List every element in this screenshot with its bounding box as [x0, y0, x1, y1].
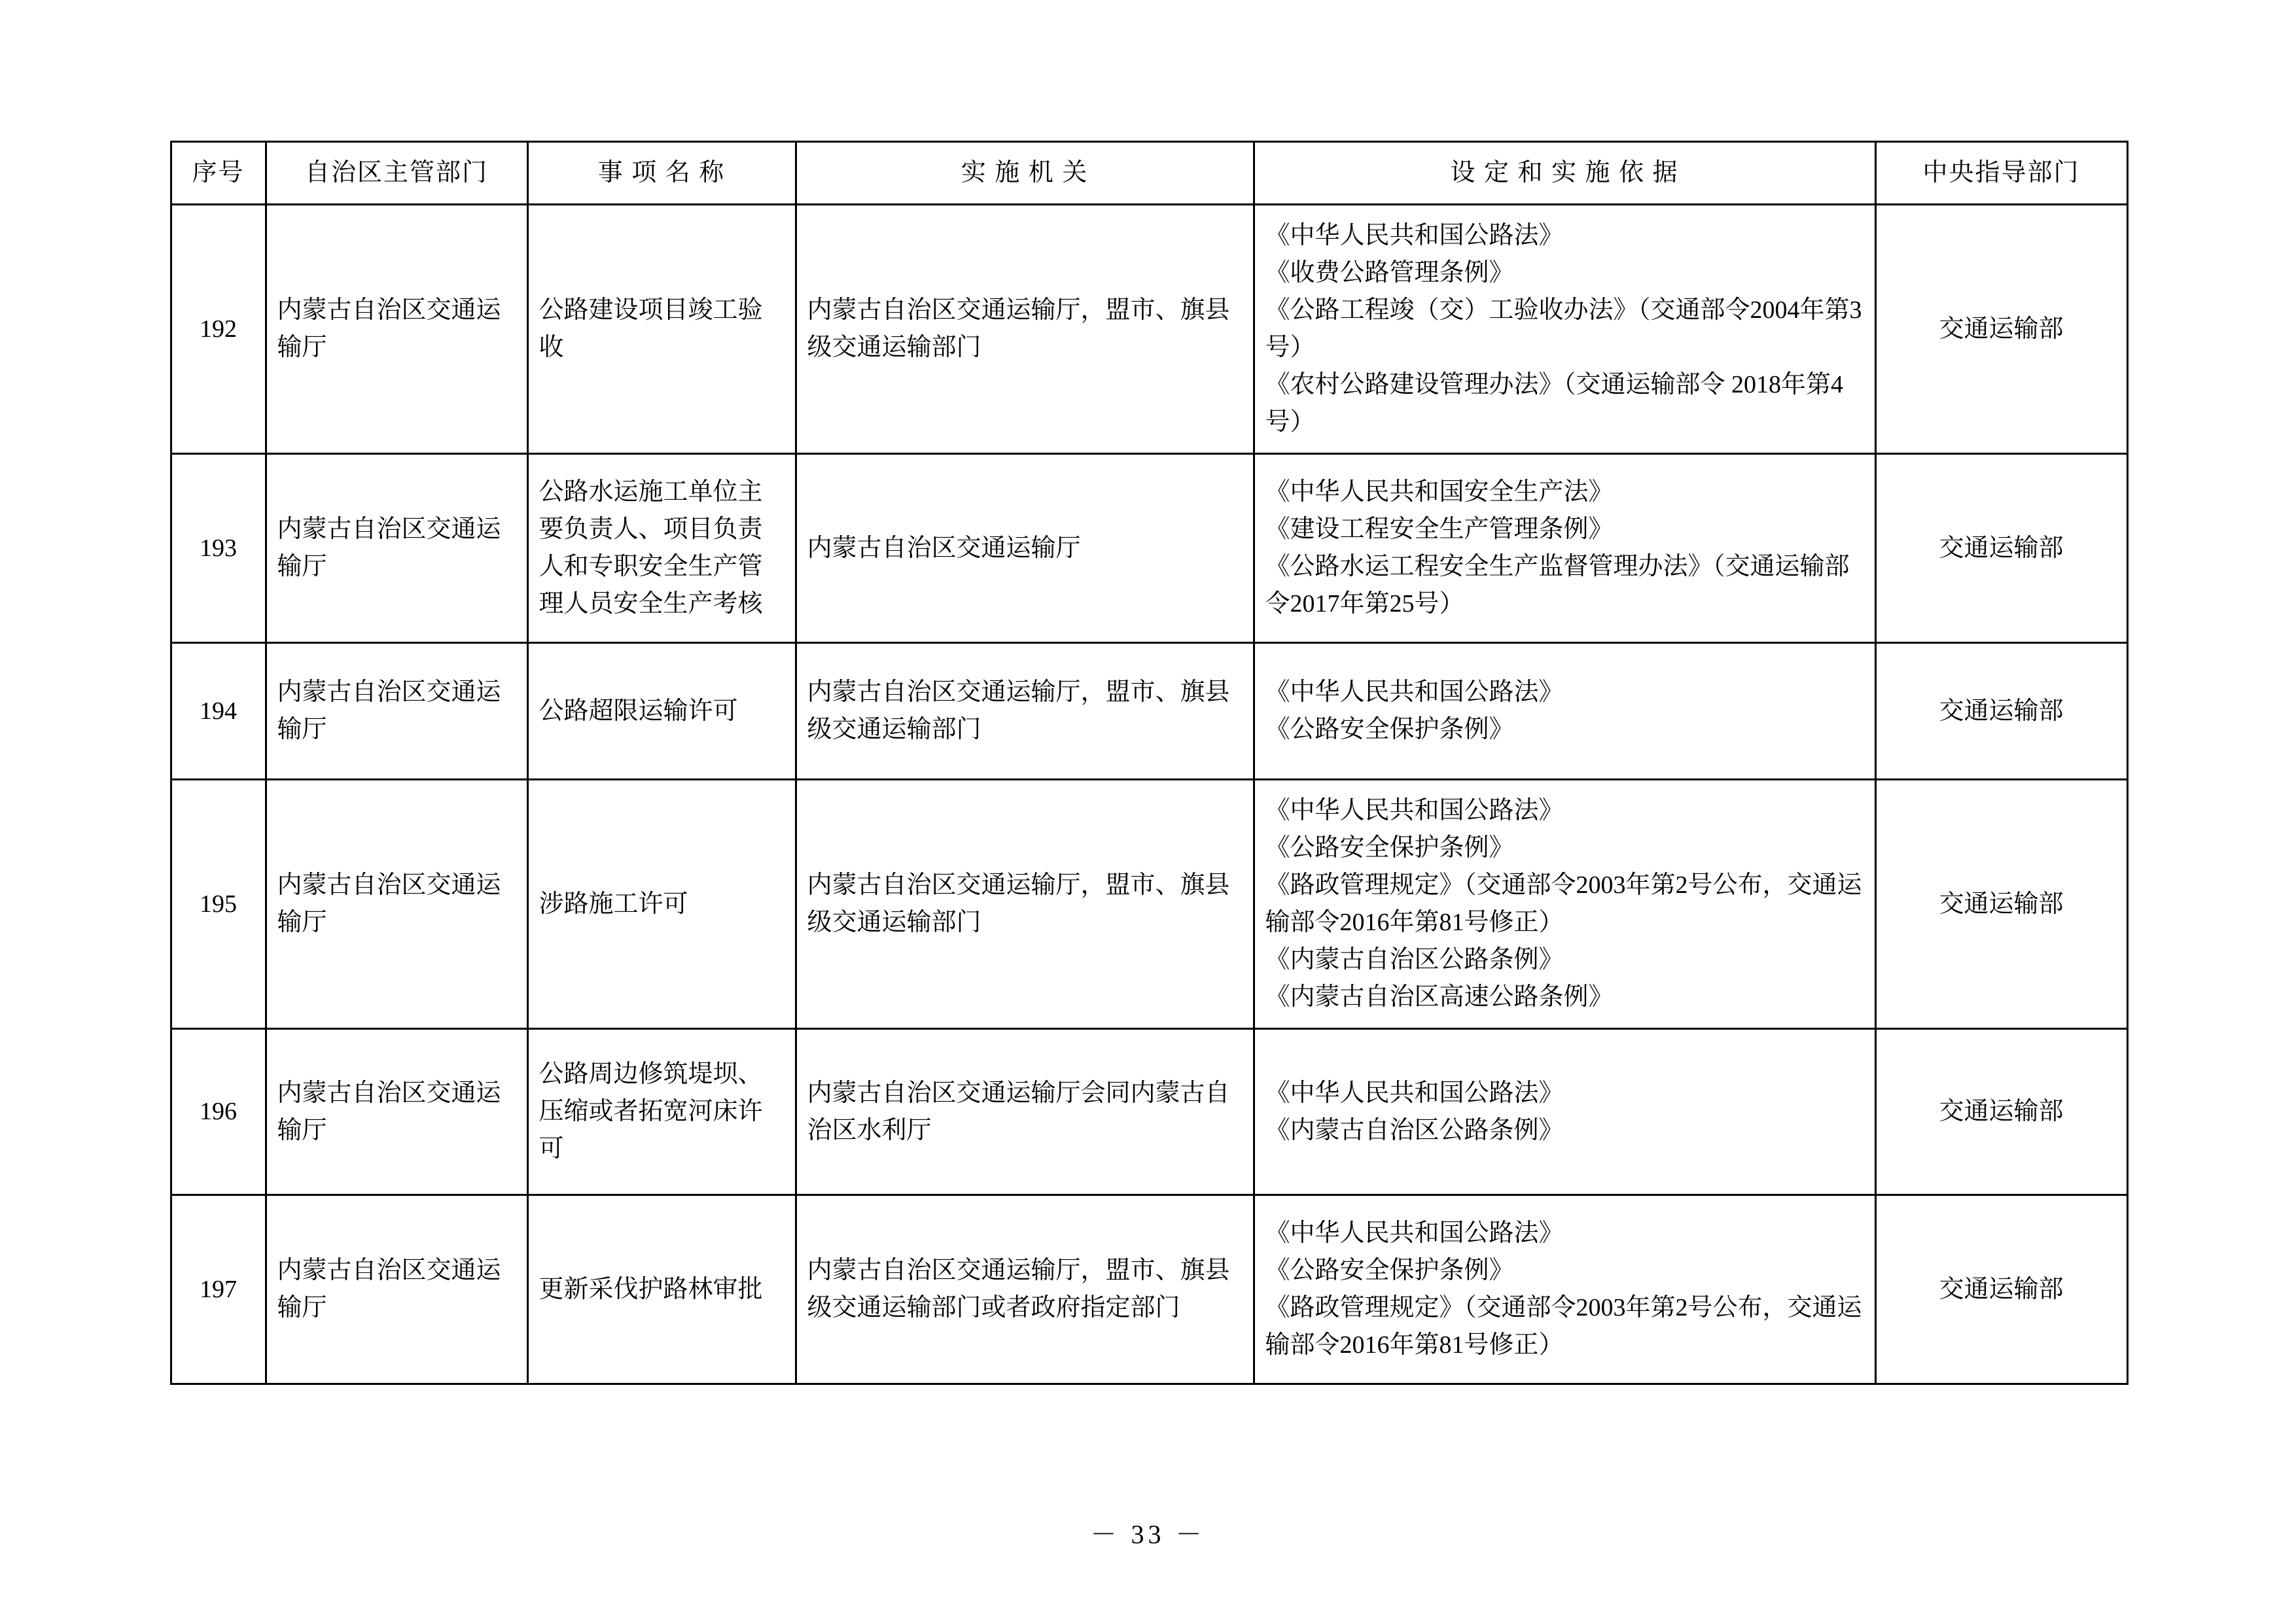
- column-header-department: 自治区主管部门: [266, 142, 527, 205]
- legal-basis-line: 《中华人民共和国公路法》: [1265, 678, 1564, 706]
- cell-department: 内蒙古自治区交通运输厅: [266, 1029, 527, 1195]
- cell-legal-basis: [1254, 1029, 1875, 1195]
- cell-department: 内蒙古自治区交通运输厅: [266, 780, 527, 1029]
- administrative-items-table: [170, 141, 2128, 1385]
- cell-implementing-organ: 内蒙古自治区交通运输厅，盟市、旗县级交通运输部门: [796, 643, 1254, 780]
- cell-implementing-organ: 内蒙古自治区交通运输厅: [796, 454, 1254, 643]
- cell-department: 内蒙古自治区交通运输厅: [266, 1195, 527, 1384]
- cell-item-name: 公路周边修筑堤坝、压缩或者拓宽河床许可: [527, 1029, 796, 1195]
- cell-implementing-organ: 内蒙古自治区交通运输厅，盟市、旗县级交通运输部门: [796, 205, 1254, 454]
- table-container: [170, 141, 2127, 1385]
- cell-central-department: 交通运输部: [1875, 643, 2127, 780]
- legal-basis-line: 《内蒙古自治区高速公路条例》: [1265, 983, 1614, 1011]
- legal-basis-line: 《内蒙古自治区公路条例》: [1265, 946, 1564, 973]
- page-number: － 33 －: [1090, 1520, 1206, 1549]
- cell-department: 内蒙古自治区交通运输厅: [266, 205, 527, 454]
- column-header-central-department: 中央指导部门: [1875, 142, 2127, 205]
- table-row: [171, 205, 2127, 454]
- cell-legal-basis: [1254, 643, 1875, 780]
- cell-central-department: 交通运输部: [1875, 205, 2127, 454]
- cell-central-department: 交通运输部: [1875, 1029, 2127, 1195]
- cell-implementing-organ: 内蒙古自治区交通运输厅会同内蒙古自治区水利厅: [796, 1029, 1254, 1195]
- cell-seq: 196: [171, 1029, 266, 1195]
- cell-legal-basis: [1254, 454, 1875, 643]
- cell-legal-basis: [1254, 780, 1875, 1029]
- table-header: [171, 142, 2127, 205]
- legal-basis-line: 《内蒙古自治区公路条例》: [1265, 1116, 1564, 1144]
- table-row: [171, 643, 2127, 780]
- legal-basis-line: 《中华人民共和国公路法》: [1265, 797, 1564, 824]
- cell-implementing-organ: 内蒙古自治区交通运输厅，盟市、旗县级交通运输部门或者政府指定部门: [796, 1195, 1254, 1384]
- cell-item-name: 涉路施工许可: [527, 780, 796, 1029]
- legal-basis-line: 《中华人民共和国公路法》: [1265, 222, 1564, 249]
- table-body: [171, 205, 2127, 1384]
- table-header-row: [171, 142, 2127, 205]
- cell-item-name: 更新采伐护路林审批: [527, 1195, 796, 1384]
- legal-basis-line: 《中华人民共和国公路法》: [1265, 1219, 1564, 1247]
- cell-central-department: 交通运输部: [1875, 1195, 2127, 1384]
- cell-legal-basis: [1254, 1195, 1875, 1384]
- legal-basis-line: 《中华人民共和国公路法》: [1265, 1079, 1564, 1107]
- column-header-legal-basis: 设 定 和 实 施 依 据: [1254, 142, 1875, 205]
- table-row: [171, 454, 2127, 643]
- cell-item-name: 公路建设项目竣工验收: [527, 205, 796, 454]
- legal-basis-line: 《路政管理规定》（交通部令2003年第2号公布，交通运输部令2016年第81号修正）: [1265, 871, 1862, 936]
- cell-central-department: 交通运输部: [1875, 780, 2127, 1029]
- cell-department: 内蒙古自治区交通运输厅: [266, 643, 527, 780]
- legal-basis-line: 《公路安全保护条例》: [1265, 716, 1514, 743]
- legal-basis-line: 《农村公路建设管理办法》（交通运输部令 2018年第4号）: [1265, 371, 1844, 436]
- cell-seq: 197: [171, 1195, 266, 1384]
- cell-item-name: 公路超限运输许可: [527, 643, 796, 780]
- cell-seq: 192: [171, 205, 266, 454]
- cell-seq: 195: [171, 780, 266, 1029]
- legal-basis-line: 《建设工程安全生产管理条例》: [1265, 515, 1614, 543]
- column-header-implementing-organ: 实 施 机 关: [796, 142, 1254, 205]
- legal-basis-line: 《收费公路管理条例》: [1265, 259, 1514, 287]
- cell-department: 内蒙古自治区交通运输厅: [266, 454, 527, 643]
- cell-legal-basis: [1254, 205, 1875, 454]
- table-row: [171, 780, 2127, 1029]
- cell-seq: 193: [171, 454, 266, 643]
- cell-central-department: 交通运输部: [1875, 454, 2127, 643]
- column-header-seq: 序号: [171, 142, 266, 205]
- legal-basis-line: 《路政管理规定》（交通部令2003年第2号公布，交通运输部令2016年第81号修正）: [1265, 1294, 1862, 1359]
- cell-item-name: 公路水运施工单位主要负责人、项目负责人和专职安全生产管理人员安全生产考核: [527, 454, 796, 643]
- table-row: [171, 1029, 2127, 1195]
- legal-basis-line: 《公路安全保护条例》: [1265, 834, 1514, 862]
- column-header-item-name: 事 项 名 称: [527, 142, 796, 205]
- legal-basis-line: 《公路安全保护条例》: [1265, 1257, 1514, 1284]
- legal-basis-line: 《中华人民共和国安全生产法》: [1265, 478, 1614, 506]
- cell-implementing-organ: 内蒙古自治区交通运输厅，盟市、旗县级交通运输部门: [796, 780, 1254, 1029]
- legal-basis-line: 《公路工程竣（交）工验收办法》（交通部令2004年第3号）: [1265, 296, 1862, 361]
- table-row: [171, 1195, 2127, 1384]
- cell-seq: 194: [171, 643, 266, 780]
- legal-basis-line: 《公路水运工程安全生产监督管理办法》（交通运输部令2017年第25号）: [1265, 553, 1850, 618]
